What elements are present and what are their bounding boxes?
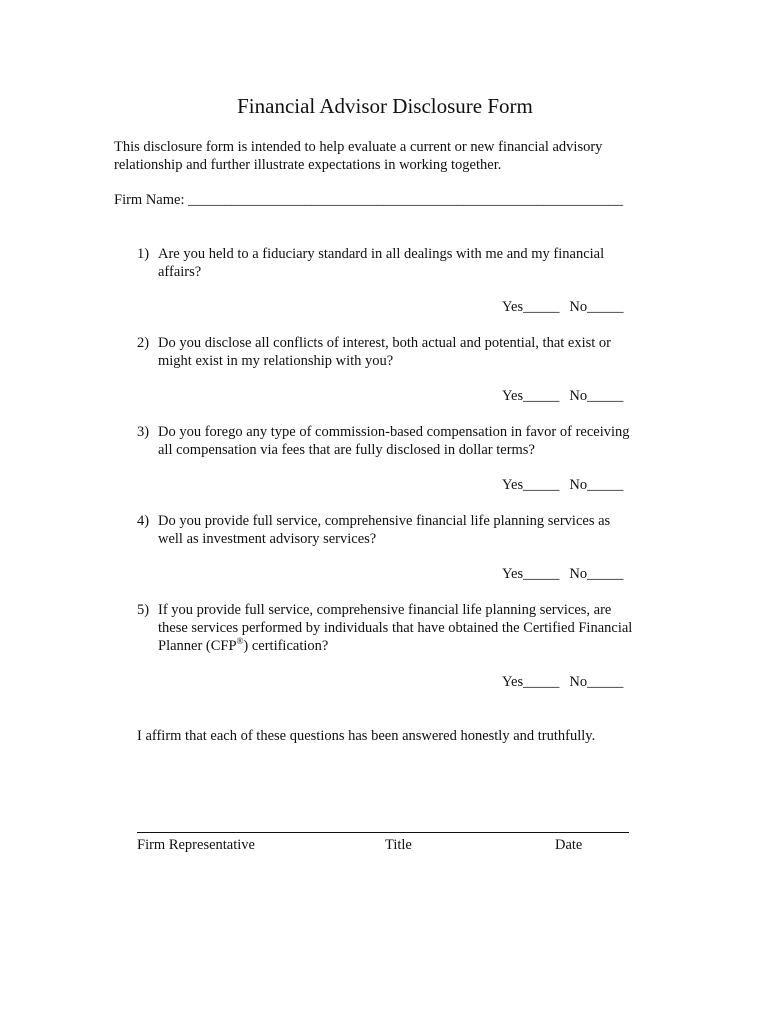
question-line: Do you forego any type of commission-based compensation in favor of receiving bbox=[158, 424, 630, 440]
registered-mark: ® bbox=[236, 636, 244, 647]
yes-blank[interactable]: Yes_____ bbox=[502, 566, 560, 582]
question-number: 5) bbox=[137, 602, 150, 618]
no-blank[interactable]: No_____ bbox=[569, 566, 624, 582]
question-line-part: ) certification? bbox=[243, 638, 329, 654]
affirmation-statement: I affirm that each of these questions has been answered honestly and truthfully. bbox=[137, 728, 596, 744]
answer-row-4 bbox=[502, 565, 623, 583]
yes-blank[interactable]: Yes_____ bbox=[502, 674, 560, 690]
no-blank[interactable]: No_____ bbox=[569, 299, 624, 315]
question-text bbox=[158, 423, 657, 459]
question-line: Do you provide full service, comprehensive financial life planning services as bbox=[158, 513, 611, 529]
question-number: 4) bbox=[137, 513, 150, 529]
question-4 bbox=[137, 512, 657, 548]
yes-blank[interactable]: Yes_____ bbox=[502, 299, 560, 315]
question-number: 2) bbox=[137, 335, 150, 351]
yes-blank[interactable]: Yes_____ bbox=[502, 477, 560, 493]
question-3 bbox=[137, 423, 657, 459]
firm-name-label: Firm Name: bbox=[114, 192, 185, 208]
question-text bbox=[158, 601, 677, 655]
question-line: Do you disclose all conflicts of interest, both actual and potential, that exist or bbox=[158, 335, 612, 351]
question-number: 1) bbox=[137, 246, 150, 262]
no-blank[interactable]: No_____ bbox=[569, 674, 624, 690]
question-text bbox=[158, 512, 657, 548]
question-line-part: Planner (CFP bbox=[158, 638, 237, 654]
question-line: Are you held to a fiduciary standard in all dealings with me and my financial bbox=[158, 246, 605, 262]
firm-name-blank[interactable]: ____________________________________________________________ bbox=[188, 192, 624, 208]
no-blank[interactable]: No_____ bbox=[569, 477, 624, 493]
question-line bbox=[158, 637, 677, 655]
question-text bbox=[158, 334, 657, 370]
question-line: well as investment advisory services? bbox=[158, 531, 377, 547]
answer-row-3 bbox=[502, 476, 623, 494]
page-title: Financial Advisor Disclosure Form bbox=[237, 94, 533, 118]
question-line: might exist in my relationship with you? bbox=[158, 353, 394, 369]
title-label: Title bbox=[385, 837, 412, 853]
answer-row-2 bbox=[502, 387, 623, 405]
question-line: all compensation via fees that are fully disclosed in dollar terms? bbox=[158, 442, 535, 458]
answer-row-5 bbox=[502, 673, 623, 691]
question-2 bbox=[137, 334, 657, 370]
no-blank[interactable]: No_____ bbox=[569, 388, 624, 404]
signature-line[interactable] bbox=[137, 832, 629, 833]
date-label: Date bbox=[555, 837, 583, 853]
question-1 bbox=[137, 245, 657, 281]
question-line: these services performed by individuals that have obtained the Certified Financial bbox=[158, 620, 633, 636]
yes-blank[interactable]: Yes_____ bbox=[502, 388, 560, 404]
intro-paragraph: This disclosure form is intended to help evaluate a current or new financial advisory relationship and further illustrate expectations in working together. bbox=[114, 139, 603, 173]
answer-row-1 bbox=[502, 298, 623, 316]
question-line: affairs? bbox=[158, 264, 202, 280]
firm-representative-label: Firm Representative bbox=[137, 837, 255, 853]
firm-name-field[interactable] bbox=[114, 191, 623, 209]
question-5 bbox=[137, 601, 677, 655]
question-line: If you provide full service, comprehensive financial life planning services, are bbox=[158, 602, 612, 618]
question-text bbox=[158, 245, 657, 281]
question-number: 3) bbox=[137, 424, 150, 440]
